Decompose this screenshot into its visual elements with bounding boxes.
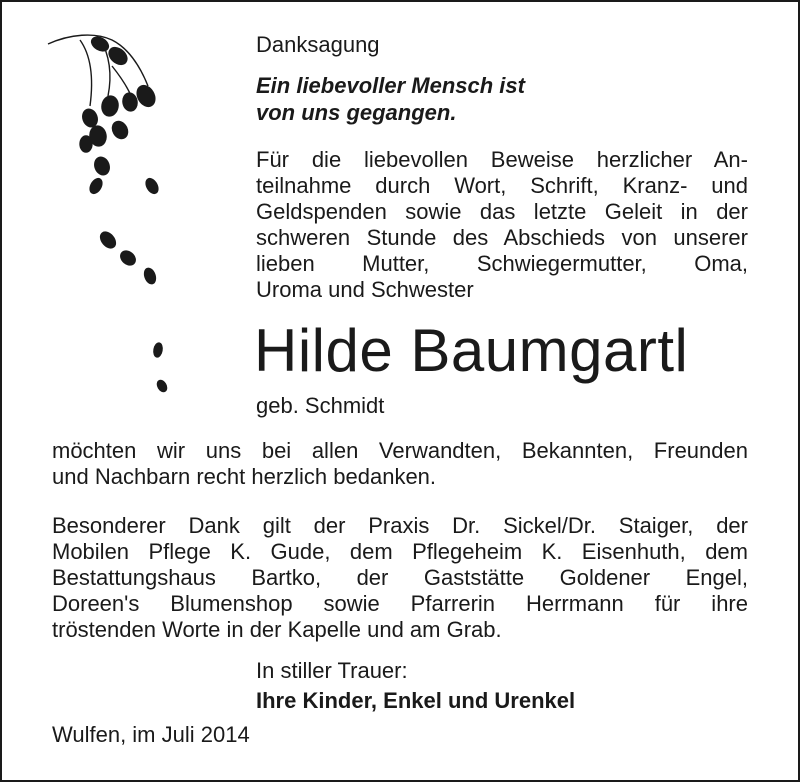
- place-date: Wulfen, im Juli 2014: [52, 722, 250, 747]
- special-line: Bestattungshaus Bartko, der Gaststätte Goldener Engel,: [52, 565, 748, 590]
- intro-line: Geldspenden sowie das letzte Geleit in der: [256, 199, 748, 224]
- special-line: tröstenden Worte in der Kapelle und am Grab.: [52, 617, 502, 642]
- special-thanks-paragraph: [52, 513, 748, 643]
- deceased-name: Hilde Baumgartl: [254, 317, 689, 384]
- family-signature: Ihre Kinder, Enkel und Urenkel: [256, 688, 576, 713]
- notice-heading: Danksagung: [256, 32, 380, 57]
- falling-leaves-icon: [40, 26, 170, 426]
- birth-name: geb. Schmidt: [256, 393, 385, 418]
- mourning-line: In stiller Trauer:: [256, 658, 408, 683]
- special-line: Besonderer Dank gilt der Praxis Dr. Sickel/Dr. Staiger, der: [52, 513, 748, 538]
- intro-line: Uroma und Schwester: [256, 277, 474, 302]
- intro-line: schweren Stunde des Abschieds von unserer: [256, 225, 748, 250]
- motto-line-1: Ein liebevoller Mensch ist: [256, 73, 525, 98]
- intro-line: Für die liebevollen Beweise herzlicher An-: [256, 147, 748, 172]
- special-line: Mobilen Pflege K. Gude, dem Pflegeheim K. Eisenhuth, dem: [52, 539, 748, 564]
- intro-line: teilnahme durch Wort, Schrift, Kranz- und: [256, 173, 748, 198]
- thanks-line: möchten wir uns bei allen Verwandten, Bekannten, Freunden: [52, 438, 748, 463]
- intro-line: lieben Mutter, Schwiegermutter, Oma,: [256, 251, 748, 276]
- thanks-line: und Nachbarn recht herzlich bedanken.: [52, 464, 437, 489]
- intro-paragraph: [256, 147, 748, 303]
- motto-line-2: von uns gegangen.: [256, 100, 457, 125]
- thanks-paragraph: [52, 438, 748, 490]
- special-line: Doreen's Blumenshop sowie Pfarrerin Herrmann für ihre: [52, 591, 748, 616]
